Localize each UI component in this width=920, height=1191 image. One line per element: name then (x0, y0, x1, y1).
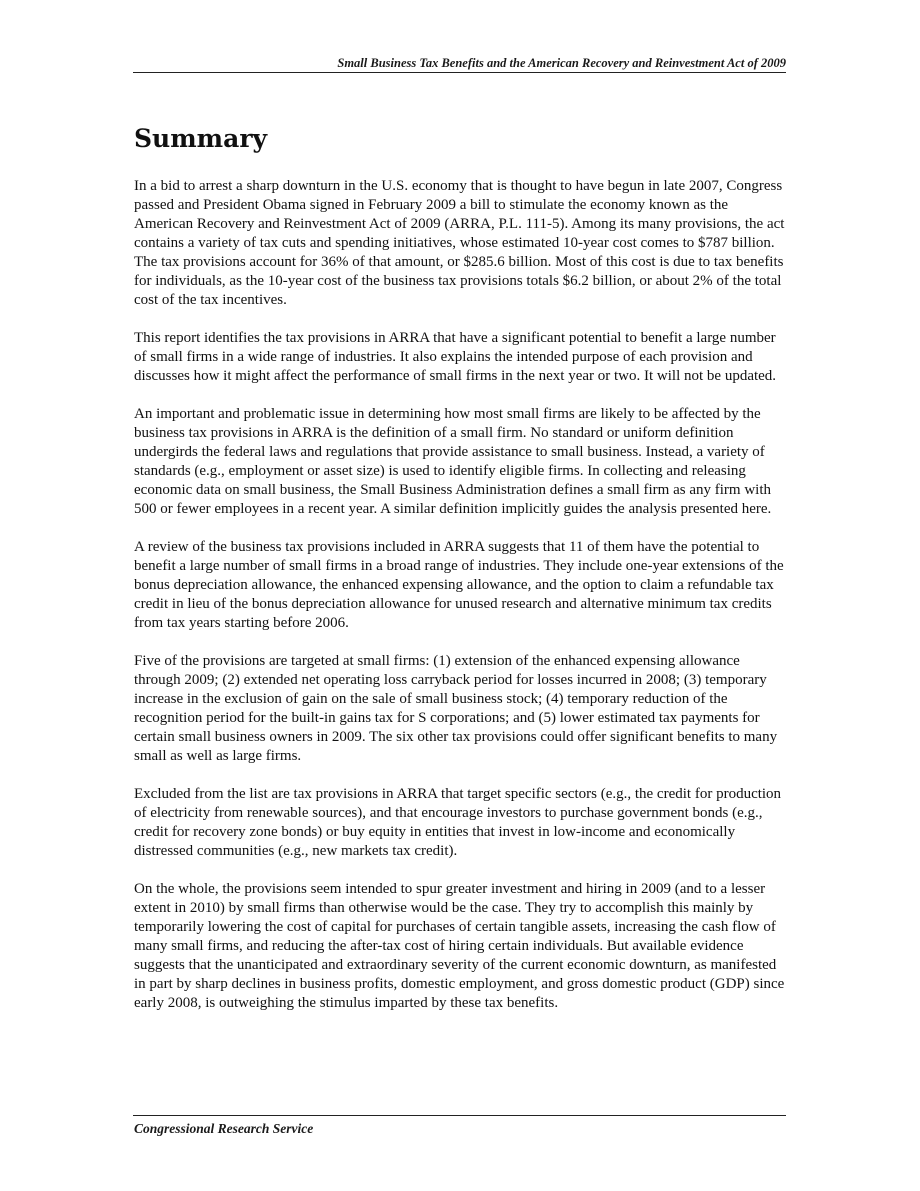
page-title: Summary (134, 124, 268, 153)
paragraph-intro: In a bid to arrest a sharp downturn in the U.S. economy that is thought to have begun in late 2007, Congress passed and President Obama signed in February 2009 a bill to stimulate the economy known as the American Recovery and Reinvestment Act of 2009 (ARRA, P.L. 111-5). Among its many provisions, the act contains a variety of tax cuts and spending initiatives, whose estimated 10-year cost comes to $787 billion. The tax provisions account for 36% of that amount, or $285.6 billion. Most of this cost is due to tax benefits for individuals, as the 10-year cost of the business tax provisions totals $6.2 billion, or about 2% of the total cost of the tax incentives. (134, 178, 785, 308)
paragraph-conclusion: On the whole, the provisions seem intended to spur greater investment and hiring in 2009 (and to a lesser extent in 2010) by small firms than otherwise would be the case. They try to accomplish this mainly by temporarily lowering the cost of capital for purchases of certain tangible assets, increasing the cash flow of many small firms, and reducing the after-tax cost of hiring certain individuals. But available evidence suggests that the unanticipated and extraordinary severity of the current economic downturn, as manifested in part by sharp declines in business profits, domestic employment, and gross domestic product (GDP) since early 2008, is outweighing the stimulus imparted by these tax benefits. (134, 881, 785, 1011)
paragraph-targeted-provisions: Five of the provisions are targeted at small firms: (1) extension of the enhanced expensing allowance through 2009; (2) extended net operating loss carryback period for losses incurred in 2008; (3) temporary increase in the exclusion of gain on the sale of small business stock; (4) temporary reduction of the recognition period for the built-in gains tax for S corporations; and (5) lower estimated tax payments for certain small business owners in 2009. The six other tax provisions could offer significant benefits to many small as well as large firms. (134, 653, 778, 764)
paragraph-exclusions: Excluded from the list are tax provisions in ARRA that target specific sectors (e.g., the credit for production of electricity from renewable sources), and that encourage investors to purchase government bonds (e.g., credit for recovery zone bonds) or buy equity in entities that invest in low-income and economically distressed communities (e.g., new markets tax credit). (134, 786, 782, 859)
running-header: Small Business Tax Benefits and the American Recovery and Reinvestment Act of 2009 (337, 56, 786, 70)
summary-body (134, 177, 788, 1032)
footer-source: Congressional Research Service (134, 1121, 314, 1136)
paragraph-definition: An important and problematic issue in determining how most small firms are likely to be affected by the business tax provisions in ARRA is the definition of a small firm. No standard or uniform definition undergirds the federal laws and regulations that provide assistance to small business. Instead, a variety of standards (e.g., employment or asset size) is used to identify eligible firms. In collecting and releasing economic data on small business, the Small Business Administration defines a small firm as any firm with 500 or fewer employees in a recent year. A similar definition implicitly guides the analysis presented here. (134, 406, 772, 517)
header-divider (133, 72, 786, 73)
footer-divider (133, 1115, 786, 1116)
paragraph-scope: This report identifies the tax provisions in ARRA that have a significant potential to benefit a large number of small firms in a wide range of industries. It also explains the intended purpose of each provision and discusses how it might affect the performance of small firms in the next year or two. It will not be updated. (134, 330, 777, 384)
paragraph-review: A review of the business tax provisions included in ARRA suggests that 11 of them have the potential to benefit a large number of small firms in a broad range of industries. They include one-year extensions of the bonus depreciation allowance, the enhanced expensing allowance, and the option to claim a refundable tax credit in lieu of the bonus depreciation allowance for unused research and alternative minimum tax credits from tax years starting before 2006. (134, 539, 784, 631)
